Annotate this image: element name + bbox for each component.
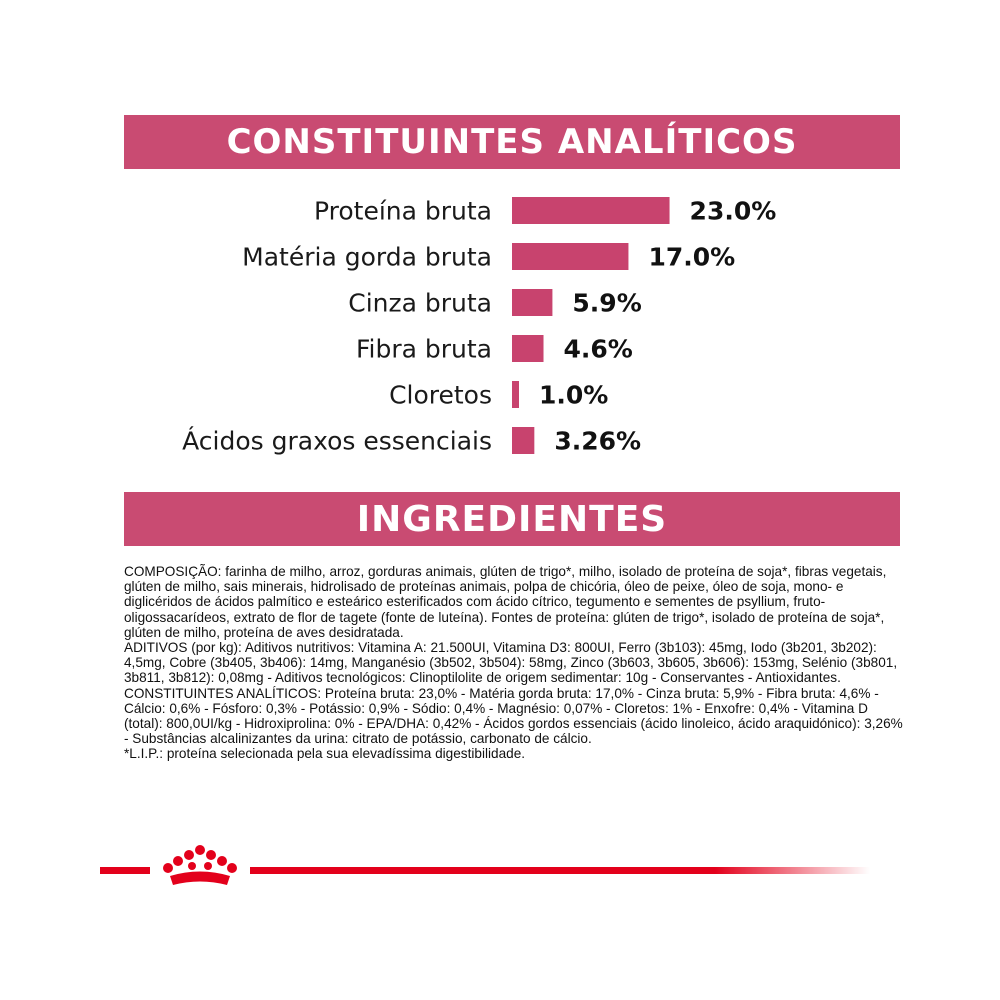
footer-line-right <box>250 867 870 874</box>
analytics-banner <box>124 115 900 169</box>
ingredients-text <box>124 564 904 762</box>
bar <box>512 335 544 362</box>
brand-footer <box>100 843 870 893</box>
value-label: 17.0% <box>648 242 736 272</box>
ingredients-title: INGREDIENTES <box>356 498 668 540</box>
ingredients-composition: COMPOSIÇÃO: farinha de milho, arroz, gorduras animais, glúten de trigo*, milho, isolado de proteína de soja*, fibras vegetais, glúten de milho, sais minerais, hidrolisado de proteínas animais, polpa de chicória, óleo de peixe, óleo de soja, mono- e diglicéridos de ácidos palmítico e esteárico esterificados com ácido cítrico, tegumento e sementes de psyllium, fruto-oligossacarídeos, extrato de flor de tagete (fonte de luteína). Fontes de proteína: glúten de trigo*, isolado de proteína de soja*, glúten de milho, proteína de aves desidratada. <box>124 564 887 640</box>
analytics-title: CONSTITUINTES ANALÍTICOS <box>226 122 798 162</box>
ingredients-additives: ADITIVOS (por kg): Aditivos nutritivos: Vitamina A: 21.500UI, Vitamina D3: 800UI, Ferro (3b103): 45mg, Iodo (3b201, 3b202): 4,5mg, Cobre (3b405, 3b406): 14mg, Manganésio (3b502, 3b504): 58mg, Zinco (3b603, 3b605, 3b606): 153mg, Selénio (3b801, 3b811, 3b812): 0,08mg - Aditivos tecnológicos: Clinoptilolite de origem sedimentar: 10g - Conservantes - Antioxidantes. <box>124 640 898 686</box>
category-label: Matéria gorda bruta <box>242 242 492 272</box>
category-label: Fibra bruta <box>355 334 492 364</box>
bar <box>512 381 519 408</box>
value-label: 23.0% <box>689 196 777 226</box>
bar <box>512 243 628 270</box>
nutrient-bar-chart <box>0 180 1000 470</box>
crown-icon <box>163 845 237 885</box>
value-label: 1.0% <box>539 380 609 410</box>
bar <box>512 427 534 454</box>
category-label: Cloretos <box>389 380 492 410</box>
value-label: 3.26% <box>554 426 642 456</box>
category-label: Ácidos graxos essenciais <box>182 426 492 456</box>
value-label: 4.6% <box>563 334 633 364</box>
bar <box>512 197 670 224</box>
footer-line-left <box>100 867 150 874</box>
ingredients-banner <box>124 492 900 546</box>
category-label: Cinza bruta <box>348 288 492 318</box>
value-label: 5.9% <box>572 288 642 318</box>
category-label: Proteína bruta <box>313 196 492 226</box>
ingredients-analytics: CONSTITUINTES ANALÍTICOS: Proteína bruta: 23,0% - Matéria gorda bruta: 17,0% - Cinza bruta: 5,9% - Fibra bruta: 4,6% - Cálcio: 0,6% - Fósforo: 0,3% - Potássio: 0,9% - Sódio: 0,4% - Magnésio: 0,07% - Cloretos: 1% - Enxofre: 0,4% - Vitamina D (total): 800,0UI/kg - Hidroxiprolina: 0% - EPA/DHA: 0,42% - Ácidos gordos essenciais (ácido linoleico, ácido araquidónico): 3,26% - Substâncias alcalinizantes da urina: citrato de potássio, carbonato de cálcio. <box>124 685 903 747</box>
bar <box>512 289 552 316</box>
ingredients-footnote: *L.I.P.: proteína selecionada pela sua elevadíssima digestibilidade. <box>124 746 526 762</box>
